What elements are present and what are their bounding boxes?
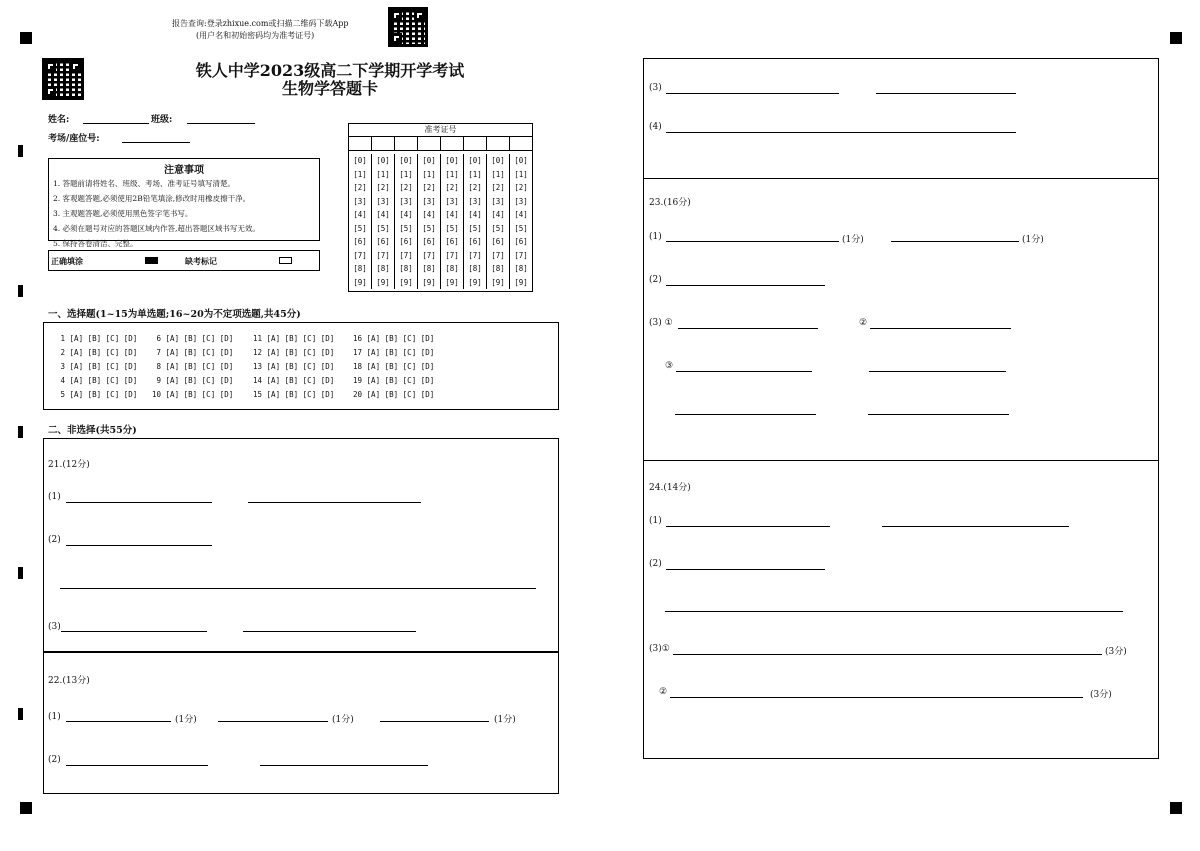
seat-field[interactable]: [122, 142, 190, 143]
q21-answer-line[interactable]: [66, 502, 212, 503]
q21-answer-line[interactable]: [243, 631, 416, 632]
q24-part2-label: (2): [649, 559, 662, 569]
q23-part3-label: (3) ①: [649, 318, 673, 328]
admission-id-column: [395, 154, 418, 289]
admission-id-bubble[interactable]: [3]: [376, 196, 390, 206]
admission-id-bubble[interactable]: [3]: [399, 196, 413, 206]
admission-id-bubble[interactable]: [8]: [399, 264, 413, 273]
admission-id-bubble[interactable]: [1]: [491, 169, 505, 179]
notice-title: 注意事项: [164, 165, 204, 176]
admission-id-bubble[interactable]: [2]: [422, 183, 436, 192]
notice-item: 5. 保持答卷清洁、完整。: [53, 239, 138, 248]
q24-score: (3分): [1090, 690, 1112, 700]
admission-id-bubble[interactable]: [8]: [422, 264, 436, 273]
admission-id-bubble[interactable]: [8]: [376, 264, 390, 273]
admission-id-bubble[interactable]: [7]: [376, 250, 390, 260]
q24-answer-line[interactable]: [670, 697, 1083, 698]
admission-id-bubble[interactable]: [1]: [376, 169, 390, 179]
q24-answer-line[interactable]: [882, 526, 1069, 527]
admission-id-bubble[interactable]: [8]: [514, 264, 528, 273]
q21-title: 21.(12分): [48, 460, 90, 470]
page-title: 铁人中学2023级高二下学期开学考试: [195, 61, 465, 80]
q22-part1-label: (1): [48, 712, 61, 722]
admission-id-bubble[interactable]: [2]: [399, 183, 413, 192]
admission-id-column: [441, 154, 464, 289]
q23-part2-label: (2): [649, 275, 662, 285]
timing-mark: [18, 285, 23, 297]
admission-id-bubble[interactable]: [0]: [353, 156, 367, 165]
timing-mark: [18, 567, 23, 579]
admission-id-bubble[interactable]: [7]: [445, 250, 459, 260]
q21-part1-label: (1): [48, 492, 61, 502]
q23-answer-line[interactable]: [870, 328, 1011, 329]
q23-answer-line[interactable]: [891, 241, 1019, 242]
q24-score: (3分): [1105, 647, 1127, 657]
admission-id-bubble[interactable]: [1]: [399, 169, 413, 179]
admission-id-bubble[interactable]: [8]: [491, 264, 505, 273]
q22-part3-label: (3): [649, 83, 662, 93]
q22-title: 22.(13分): [48, 676, 90, 686]
admission-id-bubble[interactable]: [5]: [422, 223, 436, 233]
admission-id-column: [510, 154, 532, 289]
admission-id-bubble[interactable]: [7]: [468, 250, 482, 260]
admission-id-bubble[interactable]: [4]: [399, 210, 413, 219]
admission-id-bubble[interactable]: [2]: [445, 183, 459, 192]
admission-id-bubble[interactable]: [2]: [353, 183, 367, 192]
admission-id-bubble[interactable]: [4]: [491, 210, 505, 219]
q22-answer-line[interactable]: [66, 765, 208, 766]
section1-title: 一、选择题(1~15为单选题;16~20为不定项选题,共45分): [48, 309, 301, 320]
q22-answer-line[interactable]: [666, 93, 839, 94]
admission-id-bubble[interactable]: [0]: [491, 156, 505, 165]
admission-id-bubble[interactable]: [9]: [514, 277, 528, 287]
q21-answer-line[interactable]: [60, 588, 536, 589]
q23-answer-line[interactable]: [676, 371, 812, 372]
admission-id-bubble[interactable]: [3]: [468, 196, 482, 206]
admission-id-bubble[interactable]: [1]: [514, 169, 528, 179]
q23-box: [643, 178, 1159, 461]
report-query-text: 报告查询:登录zhixue.com或扫描二维码下载App: [172, 19, 349, 28]
admission-id-write-row[interactable]: [349, 137, 532, 151]
correct-fill-sample: [145, 257, 158, 264]
mcq-column[interactable]: 6 [A] [B] [C] [D] 7 [A] [B] [C] [D] 8 [A] [B] [C] [D] 9 [A] [B] [C] [D] 10 [A] [B] [C] [D]: [152, 334, 234, 399]
admission-id-bubble[interactable]: [3]: [422, 196, 436, 206]
admission-id-bubble[interactable]: [9]: [353, 277, 367, 287]
q23-answer-line[interactable]: [868, 414, 1009, 415]
mcq-column[interactable]: 11 [A] [B] [C] [D] 12 [A] [B] [C] [D] 13 [A] [B] [C] [D] 14 [A] [B] [C] [D] 15 [A] [B] [C] [D]: [253, 334, 335, 399]
admission-id-bubble[interactable]: [5]: [491, 223, 505, 233]
admission-id-bubble[interactable]: [4]: [514, 210, 528, 219]
q24-answer-line[interactable]: [666, 569, 825, 570]
q24-title: 24.(14分): [649, 483, 691, 493]
notice-item: 1. 答题前请将姓名、班级、考场、准考证号填写清楚。: [53, 179, 236, 188]
admission-id-bubble[interactable]: [4]: [468, 210, 482, 219]
admission-id-bubble[interactable]: [8]: [468, 264, 482, 273]
admission-id-bubble[interactable]: [1]: [353, 169, 367, 179]
q23-blank2-label: ②: [859, 318, 868, 328]
mcq-column[interactable]: 1 [A] [B] [C] [D] 2 [A] [B] [C] [D] 3 [A] [B] [C] [D] 4 [A] [B] [C] [D] 5 [A] [B] [C] [D]: [60, 334, 138, 399]
q21-part2-label: (2): [48, 535, 61, 545]
admission-id-bubble[interactable]: [0]: [468, 156, 482, 165]
correct-fill-label: 正确填涂: [51, 256, 83, 266]
admission-id-bubble[interactable]: [9]: [376, 277, 390, 287]
fill-example-box: [48, 250, 320, 271]
q21-answer-line[interactable]: [248, 502, 421, 503]
admission-id-bubble[interactable]: [6]: [468, 237, 482, 246]
admission-id-bubble[interactable]: [9]: [445, 277, 459, 287]
admission-id-bubble[interactable]: [3]: [491, 196, 505, 206]
admission-id-bubble[interactable]: [1]: [422, 169, 436, 179]
admission-id-bubble[interactable]: [8]: [353, 264, 367, 273]
admission-id-bubble[interactable]: [9]: [468, 277, 482, 287]
q24-part1-label: (1): [649, 516, 662, 526]
admission-id-column: [349, 154, 372, 289]
q23-score: (1分): [842, 235, 864, 245]
q23-part1-label: (1): [649, 232, 662, 242]
admission-id-bubble[interactable]: [4]: [376, 210, 390, 219]
corner-mark-bottom-left: [20, 802, 32, 814]
timing-mark: [18, 426, 23, 438]
admission-id-bubble[interactable]: [6]: [399, 237, 413, 246]
q24-answer-line[interactable]: [666, 526, 830, 527]
q22-answer-line[interactable]: [876, 93, 1016, 94]
admission-id-bubble[interactable]: [2]: [491, 183, 505, 192]
absent-mark-label: 缺考标记: [185, 256, 217, 266]
name-label: 姓名:: [48, 115, 70, 125]
page-subtitle: 生物学答题卡: [281, 79, 378, 98]
q22-box: [43, 652, 559, 794]
admission-id-bubble[interactable]: [5]: [353, 223, 367, 233]
q24-answer-line[interactable]: [673, 654, 1102, 655]
q24-part3-label: (3)①: [649, 644, 670, 654]
admission-id-bubble[interactable]: [6]: [376, 237, 390, 246]
q22-answer-line[interactable]: [260, 765, 428, 766]
q22-continued-box: [643, 58, 1159, 179]
admission-id-bubble[interactable]: [2]: [514, 183, 528, 192]
admission-id-bubble[interactable]: [5]: [514, 223, 528, 233]
student-qr-code: [42, 58, 84, 100]
notice-item: 2. 客观题答题,必须使用2B铅笔填涂,修改时用橡皮擦干净。: [53, 194, 251, 203]
admission-id-bubble[interactable]: [1]: [445, 169, 459, 179]
name-field[interactable]: [83, 123, 149, 124]
q23-answer-line[interactable]: [666, 241, 839, 242]
q21-answer-line[interactable]: [61, 631, 207, 632]
admission-id-bubble[interactable]: [0]: [376, 156, 390, 165]
mcq-answer-area: [43, 322, 559, 410]
q24-answer-line[interactable]: [665, 611, 1123, 612]
app-qr-code: [388, 7, 428, 47]
timing-mark: [18, 708, 23, 720]
q23-answer-line[interactable]: [666, 285, 825, 286]
admission-id-bubble[interactable]: [2]: [376, 183, 390, 192]
admission-id-title: 准考证号: [349, 124, 532, 137]
admission-id-bubble[interactable]: [6]: [514, 237, 528, 246]
notice-item: 3. 主观题答题,必须使用黑色签字笔书写。: [53, 209, 193, 218]
admission-id-bubble[interactable]: [5]: [468, 223, 482, 233]
admission-id-bubble[interactable]: [5]: [399, 223, 413, 233]
admission-id-bubble[interactable]: [3]: [445, 196, 459, 206]
q22-answer-line[interactable]: [66, 721, 171, 722]
class-field[interactable]: [187, 123, 255, 124]
q23-title: 23.(16分): [649, 198, 691, 208]
q24-box: [643, 460, 1159, 759]
q21-answer-line[interactable]: [66, 545, 212, 546]
class-label: 班级:: [151, 115, 173, 125]
admission-id-grid: [348, 123, 533, 292]
admission-id-bubble[interactable]: [6]: [445, 237, 459, 246]
q22-score: (1分): [494, 715, 516, 725]
notice-item: 4. 必须在题号对应的答题区域内作答,超出答题区域书写无效。: [53, 224, 260, 233]
admission-id-bubble[interactable]: [6]: [422, 237, 436, 246]
section2-title: 二、非选择(共55分): [48, 425, 137, 436]
admission-id-bubble[interactable]: [5]: [376, 223, 390, 233]
admission-id-bubble[interactable]: [3]: [353, 196, 367, 206]
admission-id-bubble[interactable]: [9]: [422, 277, 436, 287]
q23-answer-line[interactable]: [678, 328, 818, 329]
admission-id-bubble[interactable]: [6]: [353, 237, 367, 246]
q22-answer-line[interactable]: [218, 721, 328, 722]
corner-mark-top-right: [1170, 32, 1182, 44]
admission-id-bubble[interactable]: [5]: [445, 223, 459, 233]
timing-mark: [18, 145, 23, 157]
admission-id-bubble[interactable]: [0]: [399, 156, 413, 165]
admission-id-bubble[interactable]: [9]: [491, 277, 505, 287]
admission-id-bubble[interactable]: [7]: [353, 250, 367, 260]
admission-id-column: [418, 154, 441, 289]
admission-id-bubble[interactable]: [0]: [514, 156, 528, 165]
admission-id-bubble[interactable]: [3]: [514, 196, 528, 206]
notice-box: [48, 158, 320, 248]
absent-mark-box[interactable]: [279, 257, 292, 264]
corner-mark-bottom-right: [1170, 802, 1182, 814]
admission-id-bubble[interactable]: [8]: [445, 264, 459, 273]
corner-mark-top-left: [20, 32, 32, 44]
admission-id-bubble[interactable]: [2]: [468, 183, 482, 192]
q22-score: (1分): [175, 715, 197, 725]
admission-id-column: [464, 154, 487, 289]
admission-id-bubble[interactable]: [7]: [399, 250, 413, 260]
q22-answer-line[interactable]: [380, 721, 489, 722]
admission-id-bubble[interactable]: [6]: [491, 237, 505, 246]
admission-id-bubble[interactable]: [4]: [422, 210, 436, 219]
admission-id-bubble[interactable]: [1]: [468, 169, 482, 179]
q22-part4-label: (4): [649, 122, 662, 132]
admission-id-column: [487, 154, 510, 289]
q24-blank2-label: ②: [659, 687, 668, 697]
report-query-note: (用户名和初始密码均为准考证号): [196, 31, 315, 40]
admission-id-bubble[interactable]: [7]: [491, 250, 505, 260]
admission-id-columns: [349, 151, 532, 289]
admission-id-bubble[interactable]: [7]: [422, 250, 436, 260]
q21-part3-label: (3): [48, 622, 61, 632]
mcq-column[interactable]: 16 [A] [B] [C] [D] 17 [A] [B] [C] [D] 18 [A] [B] [C] [D] 19 [A] [B] [C] [D] 20 [A] [B] [C] [D]: [353, 334, 435, 399]
q23-answer-line[interactable]: [869, 371, 1006, 372]
admission-id-bubble[interactable]: [7]: [514, 250, 528, 260]
q23-answer-line[interactable]: [675, 414, 816, 415]
admission-id-bubble[interactable]: [0]: [422, 156, 436, 165]
seat-label: 考场/座位号:: [48, 134, 100, 144]
q22-answer-line[interactable]: [666, 132, 1016, 133]
q23-blank3-label: ③: [665, 361, 674, 371]
q23-score: (1分): [1022, 235, 1044, 245]
admission-id-bubble[interactable]: [4]: [445, 210, 459, 219]
admission-id-bubble[interactable]: [0]: [445, 156, 459, 165]
admission-id-column: [372, 154, 395, 289]
admission-id-bubble[interactable]: [4]: [353, 210, 367, 219]
q22-score: (1分): [332, 715, 354, 725]
admission-id-bubble[interactable]: [9]: [399, 277, 413, 287]
q22-part2-label: (2): [48, 755, 61, 765]
